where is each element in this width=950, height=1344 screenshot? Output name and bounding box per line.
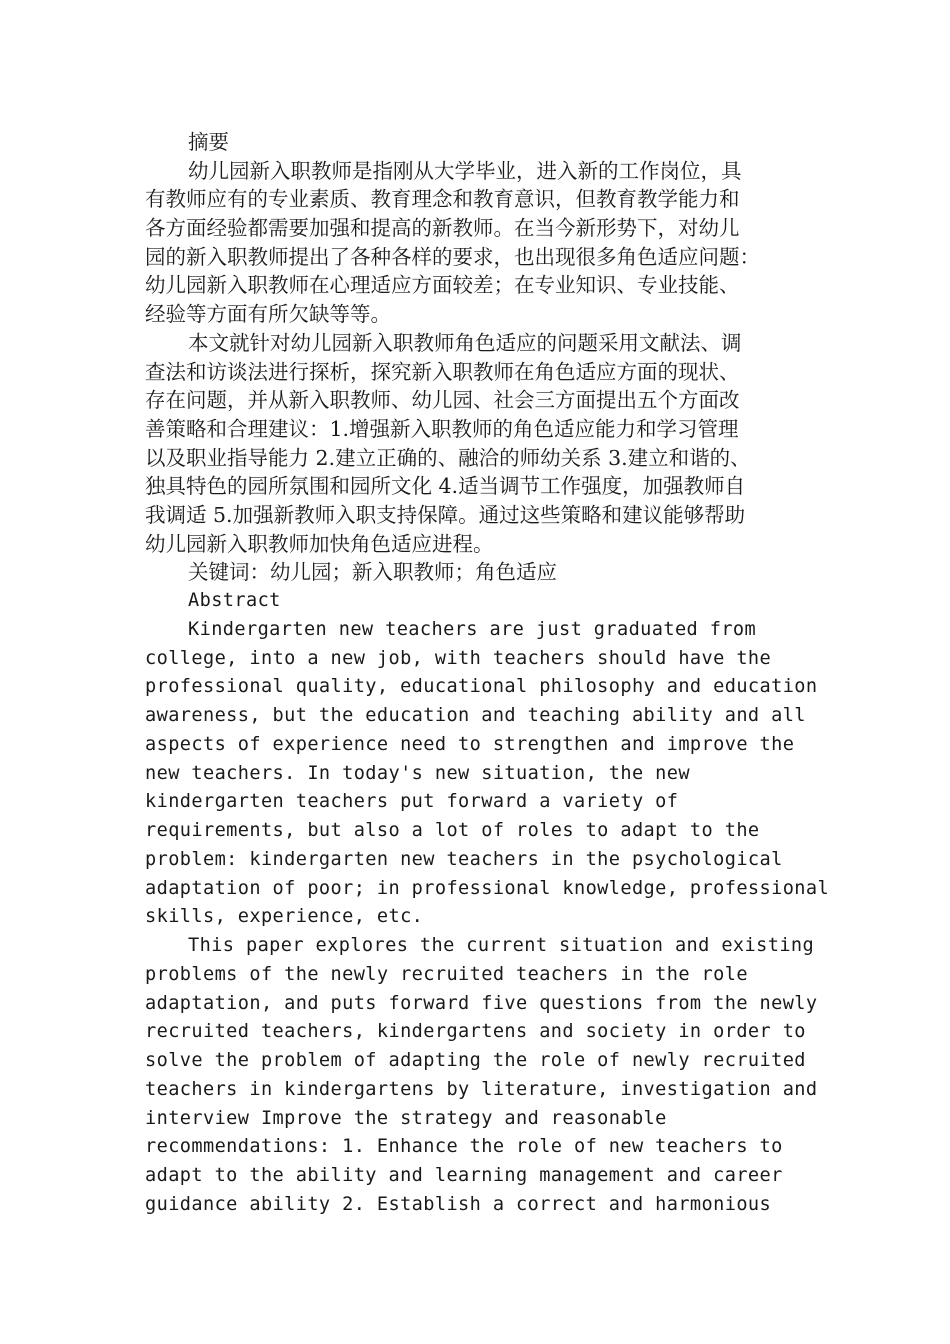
paragraph-line: problem: kindergarten new teachers in the psychological <box>145 848 783 870</box>
document-body <box>145 128 830 1220</box>
paragraph-line: professional quality, educational philosophy and education <box>145 676 818 698</box>
abstract-en-paragraph-2 <box>145 932 818 1220</box>
paragraph-line: This paper explores the current situation and existing <box>188 935 815 956</box>
abstract-cn-paragraph-2 <box>145 329 815 559</box>
paragraph-line: kindergarten teachers put forward a variety of <box>145 791 679 813</box>
abstract-cn-heading: 摘要 <box>188 130 229 154</box>
paragraph-line: requirements, but also a lot of roles to adapt to the <box>145 820 760 841</box>
paragraph-line: interview Improve the strategy and reasonable <box>145 1107 667 1129</box>
paragraph-line: recommendations: 1. Enhance the role of new teachers to <box>145 1136 783 1158</box>
paragraph-line: 经验等方面有所欠缺等等。 <box>145 302 391 327</box>
paragraph-line: 幼儿园新入职教师在心理适应方面较差；在专业知识、专业技能、 <box>145 273 740 298</box>
paragraph-line: 存在问题，并从新入职教师、幼儿园、社会三方面提出五个方面改 <box>145 388 740 413</box>
abstract-en-paragraph-1 <box>145 616 830 932</box>
paragraph-line: skills, experience, etc. <box>145 906 424 928</box>
paragraph-line: 本文就针对幼儿园新入职教师角色适应的问题采用文献法、调 <box>188 330 742 355</box>
paragraph-line: adaptation, and puts forward five questions from the newly <box>145 992 818 1014</box>
paragraph-line: 幼儿园新入职教师加快角色适应进程。 <box>145 531 494 556</box>
paragraph-line: 善策略和合理建议：1.增强新入职教师的角色适应能力和学习管理 <box>145 416 739 441</box>
paragraph-line: awareness, but the education and teaching ability and all <box>145 705 806 726</box>
paragraph-line: guidance ability 2. Establish a correct and harmonious <box>145 1193 772 1215</box>
paragraph-line: 幼儿园新入职教师是指刚从大学毕业，进入新的工作岗位，具 <box>188 158 742 183</box>
paragraph-line: teachers in kindergartens by literature, investigation and <box>145 1078 818 1100</box>
paragraph-line: 以及职业指导能力 2.建立正确的、融洽的师幼关系 3.建立和谐的、 <box>145 445 751 470</box>
paragraph-line: recruited teachers, kindergartens and society in order to <box>145 1021 806 1043</box>
paragraph-line: 我调适 5.加强新教师入职支持保障。通过这些策略和建议能够帮助 <box>145 502 746 527</box>
paragraph-line: 有教师应有的专业素质、教育理念和教育意识，但教育教学能力和 <box>145 187 740 212</box>
paragraph-line: adapt to the ability and learning management and career <box>145 1165 783 1186</box>
paragraph-line: Kindergarten new teachers are just graduated from <box>188 618 757 640</box>
abstract-cn-keywords: 关键词：幼儿园；新入职教师；角色适应 <box>188 560 557 585</box>
abstract-cn-paragraph-1 <box>145 157 815 329</box>
paragraph-line: solve the problem of adapting the role of newly recruited <box>145 1050 806 1071</box>
paragraph-line: 各方面经验都需要加强和提高的新教师。在当今新形势下，对幼儿 <box>145 216 740 241</box>
paragraph-line: 独具特色的园所氛围和园所文化 4.适当调节工作强度，加强教师自 <box>145 474 746 499</box>
paragraph-line: new teachers. In today's new situation, the new <box>145 762 690 784</box>
paragraph-line: problems of the newly recruited teachers in the role <box>145 963 748 985</box>
abstract-en-heading: Abstract <box>188 590 281 611</box>
paragraph-line: 查法和访谈法进行探析，探究新入职教师在角色适应方面的现状、 <box>145 359 740 384</box>
abstract-cn-section <box>145 128 815 587</box>
paragraph-line: aspects of experience need to strengthen and improve the <box>145 733 795 755</box>
paragraph-line: adaptation of poor; in professional knowledge, professional <box>145 877 830 899</box>
paragraph-line: college, into a new job, with teachers should have the <box>145 647 772 669</box>
paragraph-line: 园的新入职教师提出了各种各样的要求，也出现很多角色适应问题： <box>145 244 760 269</box>
abstract-en-section <box>145 587 830 1220</box>
